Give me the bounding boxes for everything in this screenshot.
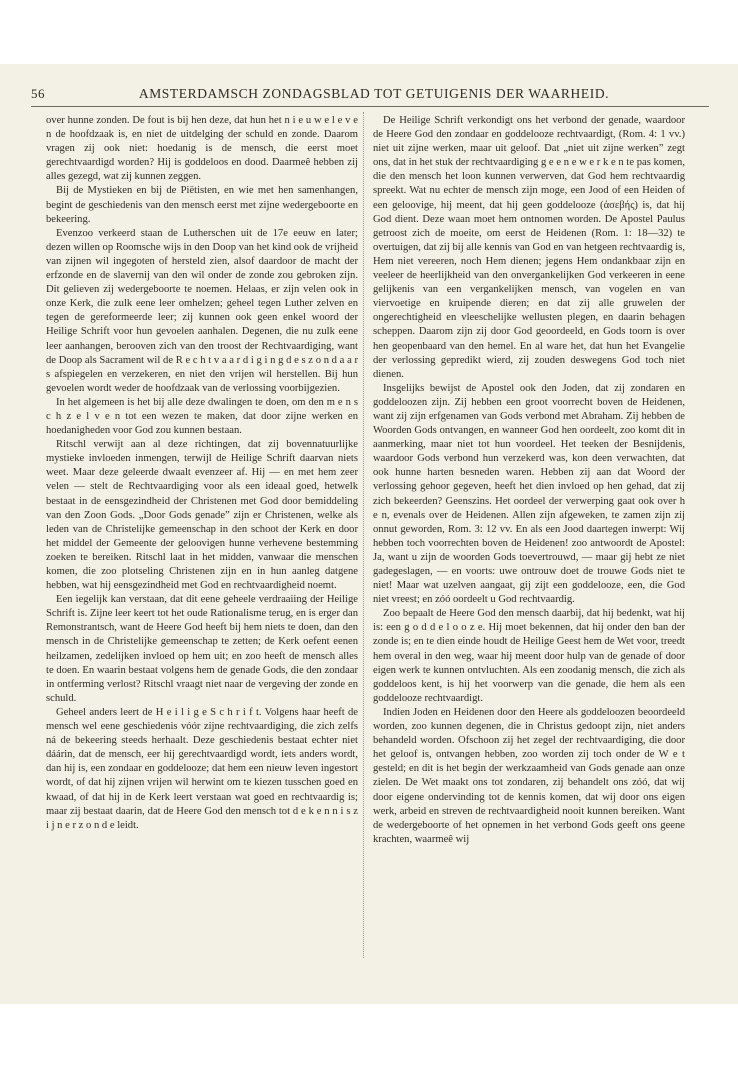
column-divider xyxy=(363,112,365,958)
paragraph: Een iegelijk kan verstaan, dat dit eene geheele verdraaiing der Heilige Schrift is. Zijne leer keert tot het oude Rationalisme terug, en is erger dan Remonstrantsch, want de Heere God heeft bij hem niets te doen, dan den mensch in de Christelijke gemeenschap te zetten; de Kerk oefent eenen heilzamen, zedelijken invloed op hem uit; en zoo heeft de mensch alles te doen. En waarin bestaat volgens hem de genade Gods, die den zondaar in ontferming verlost? Ritschl vraagt niet naar de vergeving der zonde en schuld. xyxy=(46,594,358,704)
paragraph: Geheel anders leert de H e i l i g e S c h r i f t. Volgens haar heeft de mensch wel eene geschiedenis vóór zijne rechtvaardiging, die zich zelfs ná de bekeering steeds herhaalt. Deze geschiedenis bestaat echter niet dáárin, dat de mensch, eer hij gerechtvaardigd wordt, iets anders wordt, dan hij is, een zondaar en goddelooze; dat hem een nieuw leven ingestort wordt, of dat hij zijnen vrijen wil herwint om te kiezen tusschen goed en kwaad, of dat hij in de Kerk leert verstaan wat goed en rechtvaardig is; maar zij bestaat daarin, dat de Heere God den mensch tot d e k e n n i s z i j n e r z o n d e leidt. xyxy=(46,706,358,831)
paragraph: Zoo bepaalt de Heere God den mensch daarbij, dat hij bedenkt, wat hij is: een g o d d e l o o z e. Hij moet bekennen, dat hij onder den ban der zonde is; en te dien einde houdt de Heilige Geest hem de Wet voor, treedt hem overal in den weg, waar hij meent door hulp van de genade of door eigen werk te kunnen ontvluchten. Als een zoodanig mensch, die zich als goddeloos kent, is hij het voorwerp van die genade, die hem als een goddelooze rechtvaardigt. xyxy=(373,608,685,704)
paragraph: De Heilige Schrift verkondigt ons het verbond der genade, waardoor de Heere God den zondaar en goddelooze rechtvaardigt, (Rom. 4: 1 vv.) niet uit zijne werken, maar uit geloof. Dat „niet uit zijne werken” zegt ons, dat in het stuk der rechtvaardiging g e e n e w e r k e n te pas komen, die den mensch het loon kunnen verwerven, dat God hem rechtvaardig spreekt. Wat nu echter de mensch zijn moge, een Jood of een Heiden of een geloovige, hij meent, dat hij geen goddelooze (ἀσεβής) is, dat hij God dient. Deze waan moet hem ontnomen worden. De Apostel Paulus getroost zich de moeite, om eerst de Heidenen (Rom. 1: 18—32) te overtuigen, dat zij bij alle kennis van God en van hetgeen rechtvaardig is, Hem niet vereeren, noch Hem dienen; jegens Hem ondankbaar zijn en veeleer de heerlijkheid van den onvergankelijken God verkeeren in eene gelijkenis van een vergankelijken mensch, van vogelen en van viervoetige en kruipende dieren; en dat zij alle gruwelen der ongerechtigheid en vleeschelijke wellusten plegen, en daarin behagen scheppen. Daarom zijn zij door God geoordeeld, en Gods toorn is over hen geopenbaard van den hemel. En al ware het, dat hun het Evangelie der verlossing gepredikt wierd, zij zouden deswegens God toch niet dienen. xyxy=(373,115,685,380)
scanned-page xyxy=(0,64,738,1004)
right-column xyxy=(373,114,685,847)
paragraph: Insgelijks bewijst de Apostel ook den Joden, dat zij zondaren en goddeloozen zijn. Zij hebben een groot voorrecht boven de Heidenen, want zij zijn erfgenamen van Gods verbond met Abraham. Zij hebben de Woorden Gods ontvangen, en wanneer God hen oordeelt, zoo komt dit in aanmerking, maar niet tot hun voordeel. Het teeken der Besnijdenis, waardoor Gods verbond hun verzekerd was, kon deen verwachten, dat ook hunne harten besneden waren. Hebben zij aan dat Woord der verlossing gehoor gegeven, heeft het dien invloed op hen gehad, dat zij zich bekeerden? Geenszins. Het oordeel der verwerping gaat ook over h e n, evenals over de Heidenen. Allen zijn afgeweken, te zamen zijn zij onnut geworden, Rom. 3: 12 vv. En als een Jood daartegen inwerpt: Wij hebben toch voorrechten boven de Heidenen! zoo antwoordt de Apostel: Ja, want u zijn de woorden Gods toevertrouwd, — maar gij hebt ze niet gadegeslagen, — en voorts: uwe ontrouw doet de trouwe Gods niet te niet! Maar wat uzelven aangaat, gij zijt een goddelooze, een, die God niet vreest; en zóó oordeelt u God rechtvaardig. xyxy=(373,382,685,606)
paragraph: Indien Joden en Heidenen door den Heere als goddeloozen beoordeeld worden, zoo kunnen degenen, die in Christus gedoopt zijn, niet anders behandeld worden. Ofschoon zij het zegel der rechtvaardiging, die door het geloof is, ontvangen hebben, zoo worden zij toch onder de W e t gesteld; en dit is het begin der werkzaamheid van Gods genade aan onze zielen. De Wet maakt ons tot zondaren, zij behandelt ons zóó, dat wij door eigene ondervinding tot de kennis komen, dat wij door ons eigen werk, arbeid en streven de rechtvaardigheid nooit kunnen bereiken. Want de wedergeboorte of het opnemen in het verbond Gods geeft ons geene krachten, waarmeê wij xyxy=(373,706,685,845)
paragraph: Bij de Mystieken en bij de Piëtisten, en wie met hen samenhangen, begint de geschiedenis van den mensch eerst met zijne wedergeboorte en bekeering. xyxy=(46,185,358,225)
paragraph: Evenzoo verkeerd staan de Lutherschen uit de 17e eeuw en later; dezen willen op Roomsche wijs in den Doop van het kind ook de vrijheid van zijnen wil ingegoten of hersteld zien, alsof daardoor de macht der erfzonde en de slavernij van den wil onder de zonde zou gebroken zijn. Dit gelieven zij wedergeboorte te noemen. Helaas, er zijn velen ook in onze Kerk, die zulk eene leer omhelzen; geheel tegen Luther zelven en tegen de gereformeerde leer; zij kunnen ook geen enkel woord der Heilige Schrift voor hun gevoelen aanhalen. Degenen, die nu zulk eene leer aanhangen, berooven zich van den troost der Rechtvaardiging, want de Doop als Sacrament wil de R e c h t v a a r d i g i n g d e s z o n d a a r s afspiegelen en verzekeren, en niet den vrijen wil herstellen. Bij hun gevoelen wordt weder de hoofdzaak van de verlossing voorbijgezien. xyxy=(46,227,358,394)
paragraph: over hunne zonden. De fout is bij hen deze, dat hun het n i e u w e l e v e n de hoofdzaak is, en niet de uitdelging der schuld en zonde. Daarom vragen zij ook niet: hoedanig is de mensch, die eerst moet gerechtvaardigd worden? Hij is goddeloos en dood. Daarmeê hebben zij alles gezegd, wat zij kunnen zeggen. xyxy=(46,115,358,183)
page-number: 56 xyxy=(31,86,45,101)
running-header xyxy=(31,86,709,107)
left-column xyxy=(46,114,358,833)
paragraph: In het algemeen is het bij alle deze dwalingen te doen, om den m e n s c h z e l v e n tot een wezen te maken, dat door zijne werken en hoedanigheden voor God zou kunnen bestaan. xyxy=(46,396,358,437)
paragraph: Ritschl verwijt aan al deze richtingen, dat zij bovennatuurlijke mystieke invloeden inmengen, terwijl de Heilige Schrift daarvan niets weet. Maar deze geleerde dwaalt evenzeer af. Hij — en met hem zeer velen — stelt de Rechtvaardiging voor als een ideaal goed, hetwelk bestaat in de eensgezindheid der Christenen met God door bemiddeling van den Zoon Gods. „Door Gods genade” zijn er Christenen, welke als leden van de Christelijke gemeenschap in den schoot der Kerk en door het middel der Gemeente der geloovigen hunne verhevene bestemming zoeken te bereiken. Ritschl laat in het midden, vanwaar die menschen komen, die zoo plotseling Christenen zijn en in hun aanleg datgene hebben, wat hij eensgezindheid met God en rechtvaardigheid noemt. xyxy=(46,439,358,592)
running-title: AMSTERDAMSCH ZONDAGSBLAD TOT GETUIGENIS DER WAARHEID. xyxy=(138,86,610,101)
